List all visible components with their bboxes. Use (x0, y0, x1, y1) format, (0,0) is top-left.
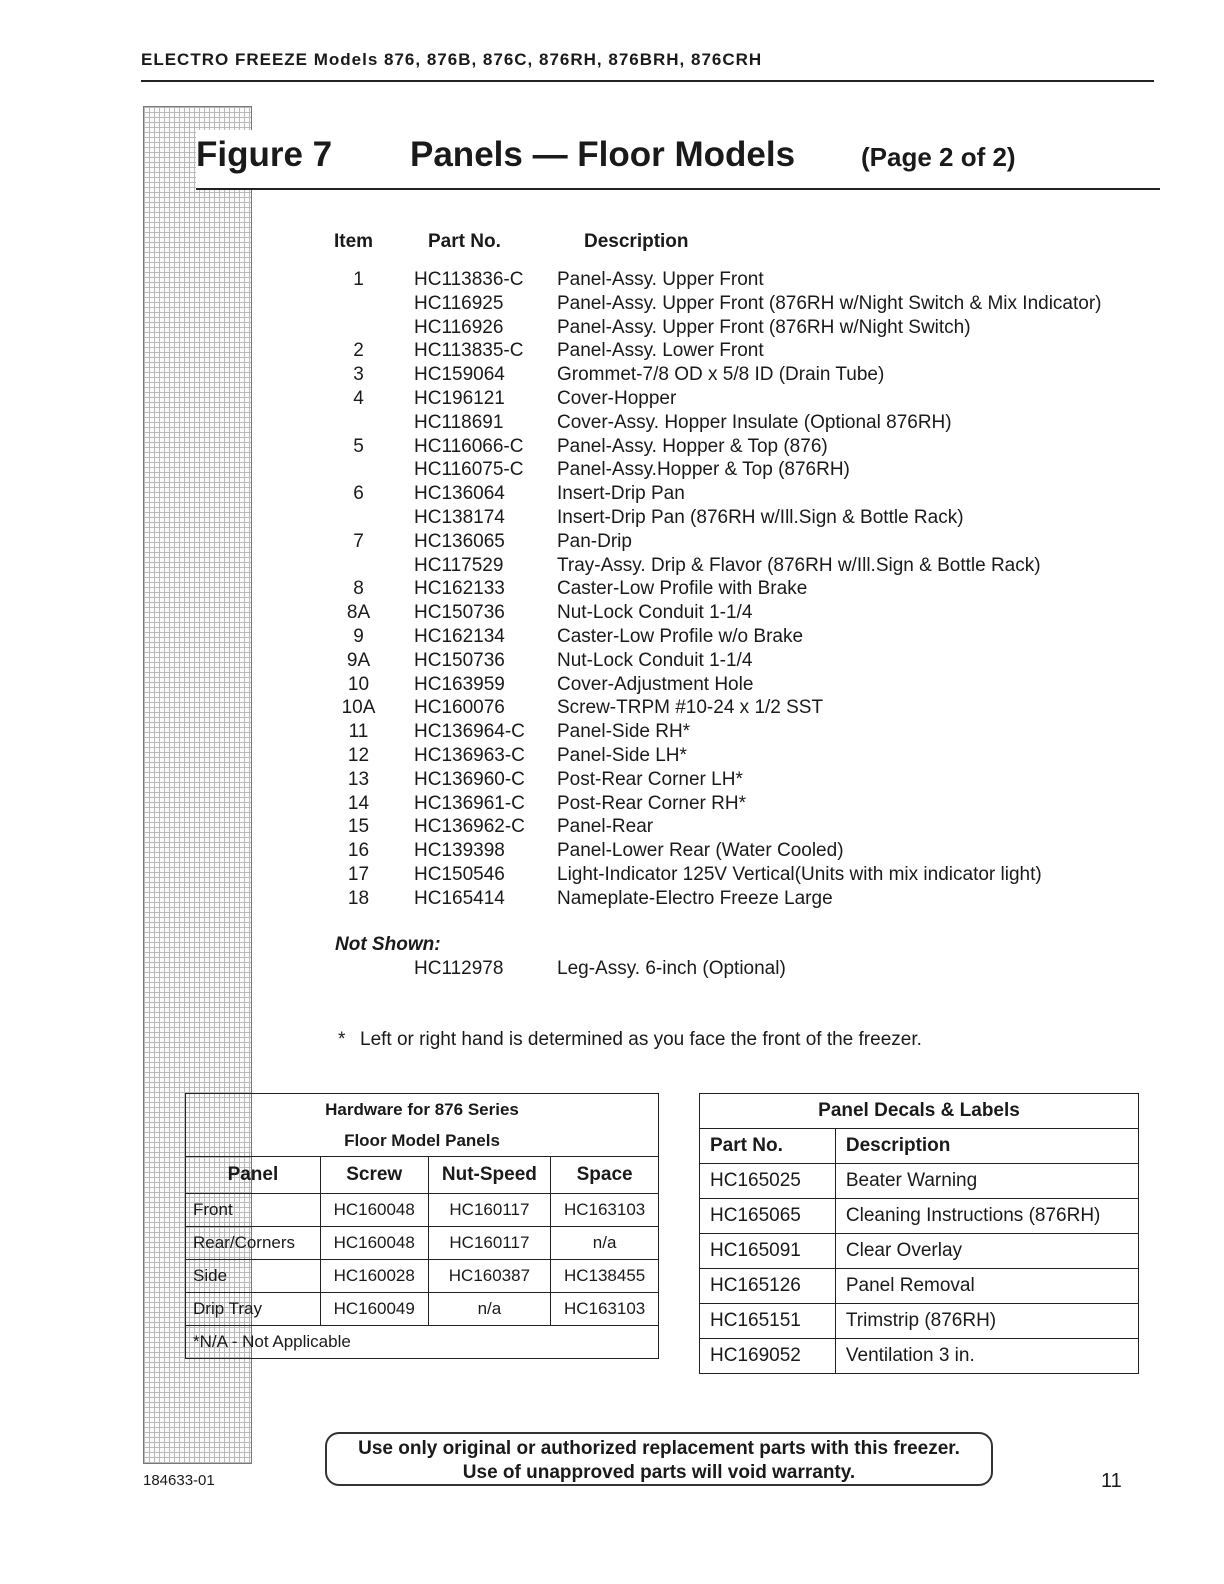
parts-row (330, 649, 1150, 673)
replacement-parts-warning (325, 1432, 993, 1486)
hardware-space: HC163103 (551, 1194, 659, 1227)
part-description: Post-Rear Corner LH* (557, 768, 743, 790)
part-description: Panel-Rear (557, 816, 654, 838)
hardware-nut-speed: n/a (428, 1293, 551, 1326)
part-description: Caster-Low Profile with Brake (557, 578, 808, 600)
hardware-space: HC163103 (551, 1293, 659, 1326)
not-shown-label: Not Shown: (335, 934, 441, 955)
part-item-number: 4 (353, 387, 364, 409)
part-description: Caster-Low Profile w/o Brake (557, 625, 804, 647)
part-description: Panel-Assy. Upper Front (876RH w/Night Switch & Mix Indicator) (557, 292, 1102, 314)
hardware-nut-speed: HC160117 (428, 1194, 551, 1227)
part-item-number: 14 (347, 792, 370, 814)
part-description: Grommet-7/8 OD x 5/8 ID (Drain Tube) (557, 364, 885, 386)
part-item-number: 16 (347, 840, 370, 862)
hardware-nut-speed: HC160117 (428, 1227, 551, 1260)
decal-description: Trimstrip (876RH) (835, 1304, 1138, 1339)
parts-row (330, 673, 1150, 697)
part-number: HC150736 (414, 602, 505, 624)
part-description: Panel-Assy. Upper Front (557, 269, 764, 290)
part-description: Panel-Assy. Upper Front (876RH w/Night Switch) (557, 316, 971, 338)
part-number: HC116926 (414, 316, 504, 338)
column-header-part-no: Part No. (428, 231, 501, 252)
parts-row (330, 292, 1150, 316)
document-number: 184633-01 (143, 1472, 215, 1489)
part-item-number: 3 (353, 364, 364, 386)
decals-row (700, 1339, 1139, 1374)
footnote-mark: * (338, 1029, 346, 1050)
part-description: Nut-Lock Conduit 1-1/4 (557, 602, 753, 624)
decals-table-title: Panel Decals & Labels (700, 1094, 1139, 1129)
part-number: HC136064 (414, 483, 505, 505)
part-description: Insert-Drip Pan (557, 483, 685, 505)
column-header-item: Item (334, 231, 374, 252)
part-number: HC139398 (414, 840, 505, 862)
part-number: HC138174 (414, 506, 505, 528)
part-description: Panel-Side RH* (557, 721, 691, 743)
decal-description: Cleaning Instructions (876RH) (835, 1199, 1138, 1234)
part-item-number: 15 (347, 816, 370, 838)
part-description: Panel-Side LH* (557, 744, 687, 766)
figure-name: Panels — Floor Models (410, 135, 796, 174)
parts-row (330, 506, 1150, 530)
figure-page-indicator: (Page 2 of 2) (861, 142, 1016, 172)
handedness-footnote (338, 1029, 922, 1051)
parts-row (330, 530, 1150, 554)
page-number: 11 (1101, 1470, 1122, 1492)
parts-row (330, 863, 1150, 887)
hardware-space: n/a (551, 1227, 659, 1260)
part-description: Cover-Adjustment Hole (557, 673, 754, 695)
part-item-number: 5 (353, 435, 364, 457)
hardware-header-space: Space (551, 1157, 659, 1194)
part-number: HC160076 (414, 697, 505, 719)
hardware-header-screw: Screw (320, 1157, 428, 1194)
parts-row (330, 316, 1150, 340)
parts-row (330, 696, 1150, 720)
hardware-screw: HC160049 (320, 1293, 428, 1326)
part-number: HC136964-C (414, 721, 525, 743)
part-item-number: 8A (346, 602, 371, 624)
part-item-number: 10 (347, 673, 370, 695)
decal-description: Ventilation 3 in. (835, 1339, 1138, 1374)
parts-row (330, 363, 1150, 387)
decal-part-number: HC165151 (700, 1304, 836, 1339)
part-number: HC113836-C (414, 269, 524, 290)
part-number: HC116066-C (414, 435, 524, 457)
part-description: Light-Indicator 125V Vertical(Units with mix indicator light) (557, 863, 1042, 885)
part-description: Panel-Assy. Lower Front (557, 340, 764, 362)
parts-row (330, 482, 1150, 506)
part-description: Cover-Assy. Hopper Insulate (Optional 876RH) (557, 411, 952, 433)
decals-row (700, 1269, 1139, 1304)
part-number: HC150546 (414, 863, 505, 885)
parts-row (330, 720, 1150, 744)
hardware-header-panel: Panel (186, 1157, 321, 1194)
decal-description: Beater Warning (835, 1164, 1138, 1199)
hardware-row (186, 1194, 659, 1227)
parts-row (330, 268, 1150, 292)
hardware-table-title (186, 1094, 659, 1157)
hardware-screw: HC160048 (320, 1227, 428, 1260)
hardware-table (185, 1093, 659, 1359)
hardware-row (186, 1260, 659, 1293)
part-description: Panel-Assy.Hopper & Top (876RH) (557, 459, 850, 481)
hardware-panel: Side (186, 1260, 321, 1293)
parts-row (330, 625, 1150, 649)
part-description: Panel-Lower Rear (Water Cooled) (557, 840, 844, 862)
hardware-table-note: *N/A - Not Applicable (186, 1326, 659, 1359)
part-item-number: 11 (348, 721, 369, 743)
not-shown-part-no: HC112978 (414, 958, 504, 979)
part-number: HC116925 (414, 292, 504, 314)
parts-list (330, 268, 1150, 911)
decals-row (700, 1164, 1139, 1199)
part-description: Nameplate-Electro Freeze Large (557, 887, 833, 909)
hardware-header-nut-speed: Nut-Speed (428, 1157, 551, 1194)
part-number: HC116075-C (414, 459, 524, 481)
column-header-description: Description (584, 231, 689, 252)
part-item-number: 6 (353, 483, 364, 505)
parts-row (330, 887, 1150, 911)
figure-title-bar (196, 130, 1160, 190)
footnote-text: Left or right hand is determined as you face the front of the freezer. (360, 1029, 922, 1050)
part-item-number: 12 (347, 744, 370, 766)
part-number: HC113835-C (414, 340, 524, 362)
part-item-number: 10A (341, 697, 376, 719)
figure-label: Figure 7 (196, 135, 333, 174)
parts-row (330, 792, 1150, 816)
parts-row (330, 768, 1150, 792)
hardware-screw: HC160048 (320, 1194, 428, 1227)
part-number: HC196121 (414, 387, 505, 409)
hardware-panel: Rear/Corners (186, 1227, 321, 1260)
part-item-number: 9A (346, 649, 371, 671)
decals-header-description: Description (835, 1129, 1138, 1164)
decals-header-part-no: Part No. (700, 1129, 836, 1164)
hardware-title-line2: Floor Model Panels (344, 1131, 500, 1150)
part-item-number: 8 (353, 578, 364, 600)
part-description: Tray-Assy. Drip & Flavor (876RH w/Ill.Sign & Bottle Rack) (557, 554, 1041, 576)
warning-line2: Use of unapproved parts will void warranty. (462, 1462, 856, 1483)
part-description: Post-Rear Corner RH* (557, 792, 746, 814)
warning-line1: Use only original or authorized replacement parts with this freezer. (358, 1438, 960, 1459)
decals-row (700, 1199, 1139, 1234)
decals-row (700, 1304, 1139, 1339)
part-item-number: 18 (347, 887, 370, 909)
part-number: HC118691 (414, 411, 504, 433)
parts-row (330, 839, 1150, 863)
part-number: HC150736 (414, 649, 505, 671)
hardware-row (186, 1293, 659, 1326)
parts-row (330, 744, 1150, 768)
part-number: HC159064 (414, 364, 505, 386)
parts-row (330, 601, 1150, 625)
part-number: HC165414 (414, 887, 505, 909)
part-number: HC136065 (414, 530, 505, 552)
parts-row (330, 815, 1150, 839)
part-number: HC162134 (414, 625, 505, 647)
parts-row (330, 554, 1150, 578)
parts-row (330, 577, 1150, 601)
part-number: HC162133 (414, 578, 505, 600)
header-divider (141, 80, 1154, 82)
decal-part-number: HC165126 (700, 1269, 836, 1304)
part-description: Nut-Lock Conduit 1-1/4 (557, 649, 753, 671)
parts-row (330, 411, 1150, 435)
parts-row (330, 435, 1150, 459)
decals-row (700, 1234, 1139, 1269)
part-item-number: 9 (353, 625, 364, 647)
part-item-number: 13 (347, 768, 370, 790)
decal-description: Clear Overlay (835, 1234, 1138, 1269)
part-description: Panel-Assy. Hopper & Top (876) (557, 435, 828, 457)
part-description: Pan-Drip (557, 530, 632, 552)
part-number: HC136961-C (414, 792, 525, 814)
part-number: HC163959 (414, 673, 505, 695)
hardware-title-line1: Hardware for 876 Series (325, 1100, 519, 1119)
part-number: HC136960-C (414, 768, 525, 790)
hardware-screw: HC160028 (320, 1260, 428, 1293)
parts-row (330, 458, 1150, 482)
decal-part-number: HC165025 (700, 1164, 836, 1199)
parts-row (330, 387, 1150, 411)
part-description: Insert-Drip Pan (876RH w/Ill.Sign & Bottle Rack) (557, 506, 964, 528)
not-shown-description: Leg-Assy. 6-inch (Optional) (557, 958, 786, 979)
hardware-nut-speed: HC160387 (428, 1260, 551, 1293)
part-description: Screw-TRPM #10-24 x 1/2 SST (557, 697, 824, 719)
hardware-panel: Front (186, 1194, 321, 1227)
hardware-panel: Drip Tray (186, 1293, 321, 1326)
part-item-number: 1 (353, 269, 364, 290)
decal-description: Panel Removal (835, 1269, 1138, 1304)
decal-part-number: HC165065 (700, 1199, 836, 1234)
decal-part-number: HC165091 (700, 1234, 836, 1269)
page-header-title: ELECTRO FREEZE Models 876, 876B, 876C, 876RH, 876BRH, 876CRH (141, 50, 763, 69)
decals-labels-table (699, 1093, 1139, 1374)
part-item-number: 7 (353, 530, 364, 552)
decal-part-number: HC169052 (700, 1339, 836, 1374)
part-item-number: 2 (353, 340, 364, 362)
part-description: Cover-Hopper (557, 387, 677, 409)
part-number: HC136962-C (414, 816, 525, 838)
part-number: HC117529 (414, 554, 504, 576)
hardware-space: HC138455 (551, 1260, 659, 1293)
hardware-row (186, 1227, 659, 1260)
parts-row (330, 339, 1150, 363)
part-number: HC136963-C (414, 744, 525, 766)
part-item-number: 17 (347, 863, 370, 885)
